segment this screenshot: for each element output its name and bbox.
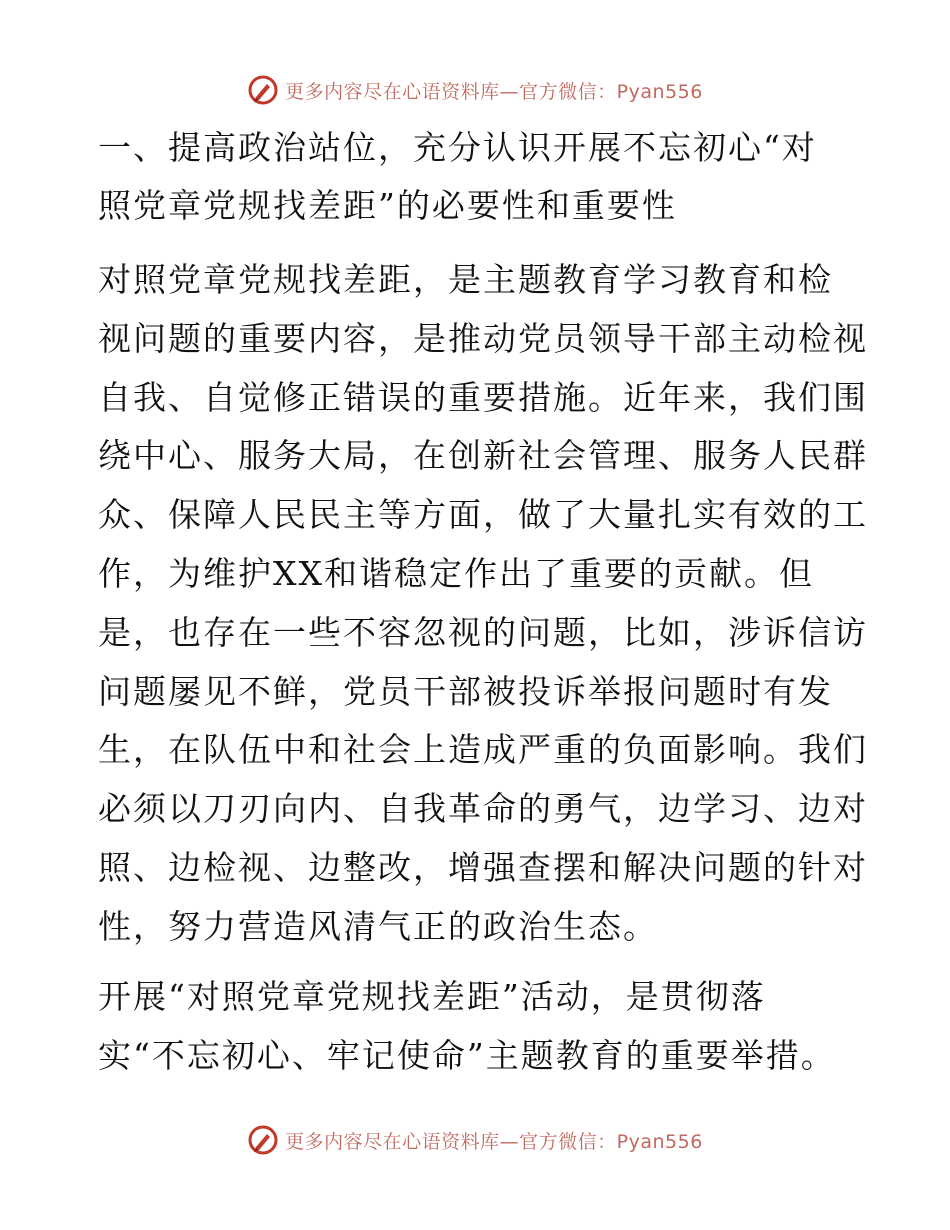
paragraph-line: 绕中心、服务大局，在创新社会管理、服务人民群	[98, 436, 868, 476]
paragraph-line: 实“不忘初心、牢记使命”主题教育的重要举措。	[98, 1035, 836, 1075]
paragraph-1	[98, 260, 868, 947]
heading-line: 一、提高政治站位，充分认识开展不忘初心“对	[98, 128, 817, 167]
paragraph-line: 作，为维护XX和谐稳定作出了重要的贡献。但	[98, 553, 814, 593]
paragraph-line: 开展“对照党章党规找差距”活动，是贯彻落	[98, 976, 766, 1016]
paragraph-line: 问题屡见不鲜，党员干部被投诉举报问题时有发	[98, 671, 833, 711]
heading-line: 照党章党规找差距”的必要性和重要性	[98, 186, 677, 225]
paragraph-line: 自我、自觉修正错误的重要措施。近年来，我们围	[98, 377, 868, 417]
paragraph-line: 照、边检视、边整改，增强查摆和解决问题的针对	[98, 847, 868, 887]
paragraph-line: 众、保障人民民主等方面，做了大量扎实有效的工	[98, 495, 868, 535]
pen-logo-icon	[247, 1124, 279, 1156]
header-banner-text: 更多内容尽在心语资料库—官方微信：Pyan556	[285, 80, 703, 103]
pen-logo-icon	[247, 74, 279, 106]
paragraph-line: 是，也存在一些不容忽视的问题，比如，涉诉信访	[98, 612, 868, 652]
paragraph-line: 必须以刀刃向内、自我革命的勇气，边学习、边对	[98, 789, 868, 829]
paragraph-line: 视问题的重要内容，是推动党员领导干部主动检视	[98, 318, 868, 358]
footer-banner-text: 更多内容尽在心语资料库—官方微信：Pyan556	[285, 1130, 703, 1153]
paragraph-line: 对照党章党规找差距，是主题教育学习教育和检	[98, 260, 833, 299]
header-banner	[0, 70, 950, 110]
document-body	[98, 128, 868, 1076]
paragraph-line: 生，在队伍中和社会上造成严重的负面影响。我们	[98, 730, 868, 770]
paragraph-2	[98, 977, 858, 1076]
paragraph-line: 性，努力营造风清气正的政治生态。	[98, 906, 658, 946]
footer-banner	[0, 1120, 950, 1160]
section-heading	[98, 128, 858, 226]
